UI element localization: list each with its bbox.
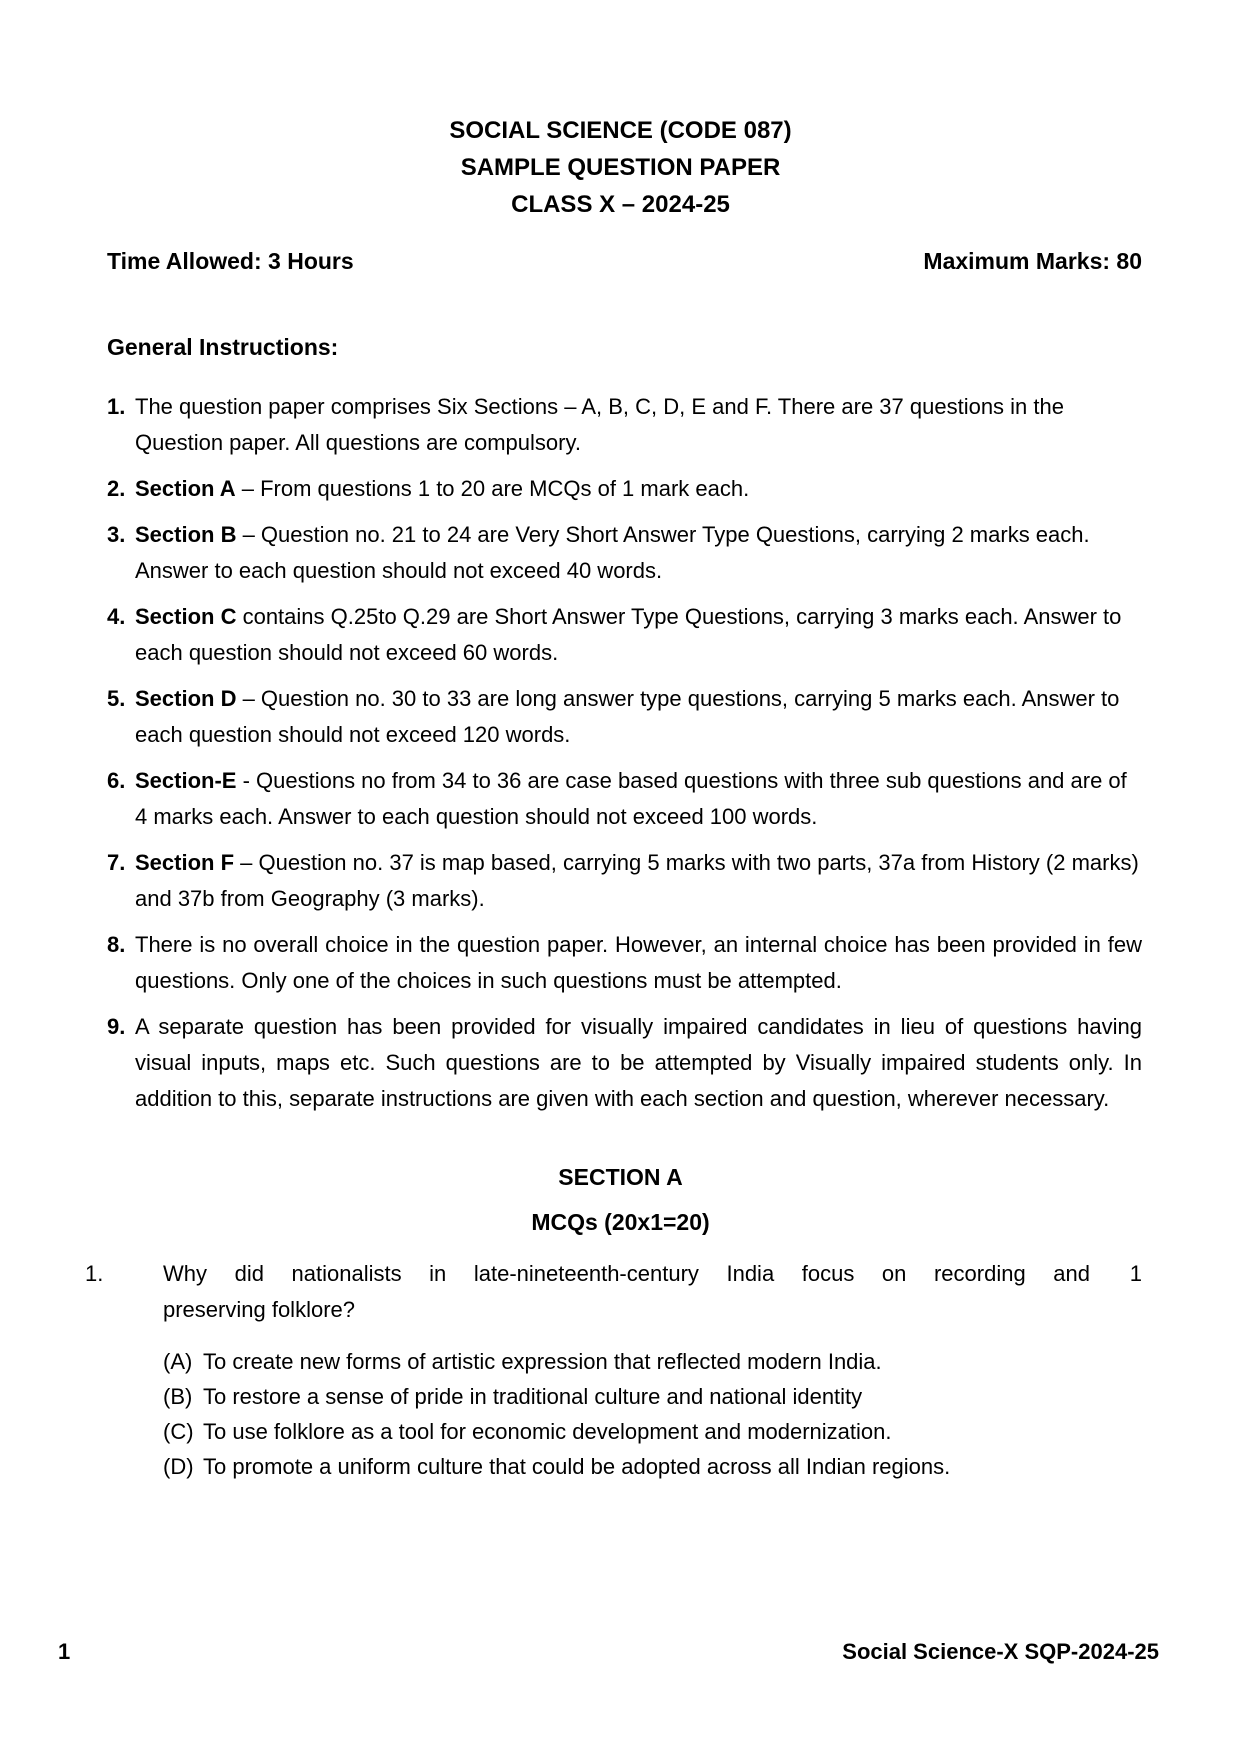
question-text — [163, 1256, 1090, 1328]
instruction-item-1 — [107, 389, 1142, 461]
instruction-item-9 — [107, 1009, 1142, 1117]
document-title — [0, 0, 1241, 223]
instruction-number: 1. — [107, 394, 126, 419]
option-label: (C) — [163, 1419, 194, 1444]
instruction-body-text: – From questions 1 to 20 are MCQs of 1 mark each. — [235, 476, 750, 501]
option-label: (A) — [163, 1349, 193, 1374]
option-text: To promote a uniform culture that could be adopted across all Indian regions. — [203, 1454, 951, 1479]
instruction-number: 9. — [107, 1014, 126, 1039]
section-a-subtitle: MCQs (20x1=20) — [531, 1209, 710, 1235]
instruction-text — [135, 681, 1142, 753]
instruction-number: 7. — [107, 850, 126, 875]
time-allowed-label: Time Allowed: 3 Hours — [107, 248, 354, 274]
instruction-section-name: Section D — [135, 686, 237, 711]
question-text-line2: preserving folklore? — [163, 1297, 355, 1322]
instruction-section-name: Section F — [135, 850, 235, 875]
page-number: 1 — [58, 1639, 71, 1664]
instruction-number: 4. — [107, 604, 126, 629]
question-marks: 1 — [1129, 1261, 1142, 1286]
doc-reference: Social Science-X SQP-2024-25 — [842, 1639, 1159, 1664]
option-d — [163, 1449, 1142, 1484]
instruction-number: 8. — [107, 932, 126, 957]
instruction-section-name: Section C — [135, 604, 237, 629]
instruction-body-text: contains Q.25to Q.29 are Short Answer Type Questions, carrying 3 marks each. Answer to each question should not exceed 60 words. — [135, 604, 1122, 665]
option-c — [163, 1414, 1142, 1449]
question-number: 1. — [85, 1261, 104, 1286]
instruction-number: 2. — [107, 476, 126, 501]
instruction-text — [135, 599, 1142, 671]
instruction-number: 3. — [107, 522, 126, 547]
instruction-text — [135, 471, 1142, 507]
title-line-subject: SOCIAL SCIENCE (CODE 087) — [449, 117, 792, 144]
page-footer — [58, 1634, 1159, 1670]
instruction-body-text: A separate question has been provided for visually impaired candidates in lieu of questions having visual inputs, maps etc. Such questions are to be attempted by Visually impaired students only. In addition to this, separate instructions are given with each section and question, wherever necessary. — [135, 1014, 1142, 1111]
general-instructions-list — [107, 389, 1142, 1117]
instruction-body-text: – Question no. 30 to 33 are long answer type questions, carrying 5 marks each. Answer to each question should not exceed 120 words. — [135, 686, 1120, 747]
instruction-number: 6. — [107, 768, 126, 793]
maximum-marks-label: Maximum Marks: 80 — [923, 248, 1142, 274]
instruction-body-text: There is no overall choice in the question paper. However, an internal choice has been provided in few questions. Only one of the choices in such questions must be attempted. — [135, 932, 1142, 993]
instruction-item-2 — [107, 471, 1142, 507]
instruction-section-name: Section B — [135, 522, 237, 547]
option-text: To restore a sense of pride in traditional culture and national identity — [203, 1384, 863, 1409]
instruction-text — [135, 389, 1142, 461]
question-1 — [85, 1256, 1142, 1328]
instruction-item-7 — [107, 845, 1142, 917]
option-text: To use folklore as a tool for economic development and modernization. — [203, 1419, 892, 1444]
general-instructions-heading: General Instructions: — [107, 334, 339, 360]
option-b — [163, 1379, 1142, 1414]
instruction-text — [135, 517, 1142, 589]
instruction-text — [135, 927, 1142, 999]
instruction-body-text: – Question no. 21 to 24 are Very Short Answer Type Questions, carrying 2 marks each. Answer to each question should not exceed 40 words. — [135, 522, 1090, 583]
option-label: (D) — [163, 1454, 194, 1479]
title-line-paper: SAMPLE QUESTION PAPER — [460, 154, 781, 181]
instruction-number: 5. — [107, 686, 126, 711]
instruction-body-text: The question paper comprises Six Sections – A, B, C, D, E and F. There are 37 questions in the Question paper. All questions are compulsory. — [135, 394, 1064, 455]
instruction-item-6 — [107, 763, 1142, 835]
option-label: (B) — [163, 1384, 193, 1409]
instruction-body-text: - Questions no from 34 to 36 are case based questions with three sub questions and are of 4 marks each. Answer to each question should not exceed 100 words. — [135, 768, 1127, 829]
exam-meta-row — [107, 243, 1142, 279]
instruction-text — [135, 1009, 1142, 1117]
option-a — [163, 1344, 1142, 1379]
instruction-text — [135, 763, 1142, 835]
instruction-section-name: Section-E — [135, 768, 237, 793]
option-text: To create new forms of artistic expression that reflected modern India. — [203, 1349, 882, 1374]
instruction-item-4 — [107, 599, 1142, 671]
instruction-item-3 — [107, 517, 1142, 589]
instruction-section-name: Section A — [135, 476, 236, 501]
instruction-body-text: – Question no. 37 is map based, carrying 5 marks with two parts, 37a from History (2 marks) and 37b from Geography (3 marks). — [135, 850, 1139, 911]
instruction-item-5 — [107, 681, 1142, 753]
instruction-item-8 — [107, 927, 1142, 999]
instruction-text — [135, 845, 1142, 917]
question-1-options — [163, 1344, 1142, 1484]
section-a-title: SECTION A — [558, 1164, 683, 1190]
question-text-line1: Why did nationalists in late-nineteenth-century India focus on recording and — [163, 1261, 1090, 1286]
title-line-class: CLASS X – 2024-25 — [511, 191, 730, 218]
